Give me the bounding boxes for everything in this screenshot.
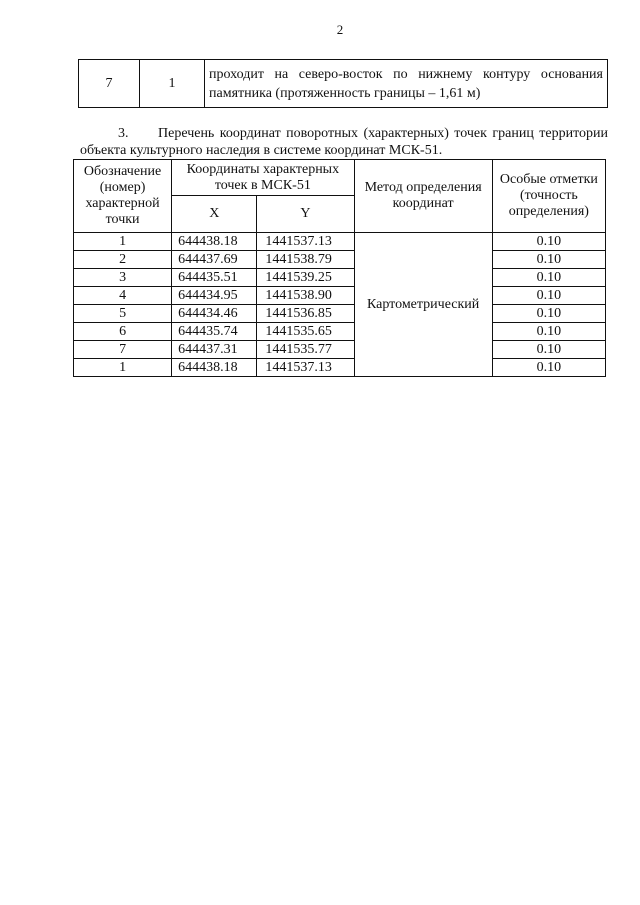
point-cell: 5 [74,305,172,323]
header-notes: Особые отметки (точность определения) [492,160,605,233]
y-coordinate-cell: 1441539.25 [257,269,354,287]
note-cell: 0.10 [492,251,605,269]
note-cell: 0.10 [492,233,605,251]
table-row [74,323,606,341]
page-number: 2 [336,22,344,37]
y-coordinate-cell: 1441535.77 [257,341,354,359]
y-coordinate-cell: 1441535.65 [257,323,354,341]
table-row [74,269,606,287]
note-cell: 0.10 [492,269,605,287]
coordinates-table [73,159,606,377]
x-coordinate-cell: 644437.69 [172,251,257,269]
note-cell: 0.10 [492,305,605,323]
table-row [74,305,606,323]
x-coordinate-cell: 644437.31 [172,341,257,359]
point-cell: 1 [74,359,172,377]
x-coordinate-cell: 644438.18 [172,233,257,251]
point-cell: 3 [74,269,172,287]
boundary-point-to: 1 [140,60,205,108]
table-row [74,233,606,251]
section-text: Перечень координат поворотных (характерных) точек границ территории объекта культурного наследия в системе координат МСК-51. [80,126,608,158]
x-coordinate-cell: 644435.51 [172,269,257,287]
header-x: X [172,196,257,233]
point-cell: 6 [74,323,172,341]
header-coords: Координаты характерных точек в МСК-51 [172,160,354,196]
y-coordinate-cell: 1441537.13 [257,233,354,251]
section-number: 3. [118,126,129,141]
note-cell: 0.10 [492,323,605,341]
x-coordinate-cell: 644435.74 [172,323,257,341]
note-cell: 0.10 [492,341,605,359]
boundary-description: проходит на северо-восток по нижнему контуру основания памятника (протяженность границы – 1,61 м) [205,60,608,108]
x-coordinate-cell: 644438.18 [172,359,257,377]
note-cell: 0.10 [492,287,605,305]
y-coordinate-cell: 1441536.85 [257,305,354,323]
header-method: Метод определения координат [354,160,492,233]
point-cell: 4 [74,287,172,305]
point-cell: 7 [74,341,172,359]
table-row [74,287,606,305]
boundary-table [78,59,608,108]
note-cell: 0.10 [492,359,605,377]
y-coordinate-cell: 1441538.79 [257,251,354,269]
y-coordinate-cell: 1441538.90 [257,287,354,305]
x-coordinate-cell: 644434.95 [172,287,257,305]
point-cell: 1 [74,233,172,251]
table-row [74,341,606,359]
point-cell: 2 [74,251,172,269]
x-coordinate-cell: 644434.46 [172,305,257,323]
method-cell: Картометрический [354,233,492,377]
header-row [74,160,606,196]
header-point: Обозначение (номер) характерной точки [74,160,172,233]
header-y: Y [257,196,354,233]
table-row [79,60,608,108]
table-row [74,359,606,377]
y-coordinate-cell: 1441537.13 [257,359,354,377]
boundary-point-from: 7 [79,60,140,108]
table-row [74,251,606,269]
section-heading [80,125,608,159]
